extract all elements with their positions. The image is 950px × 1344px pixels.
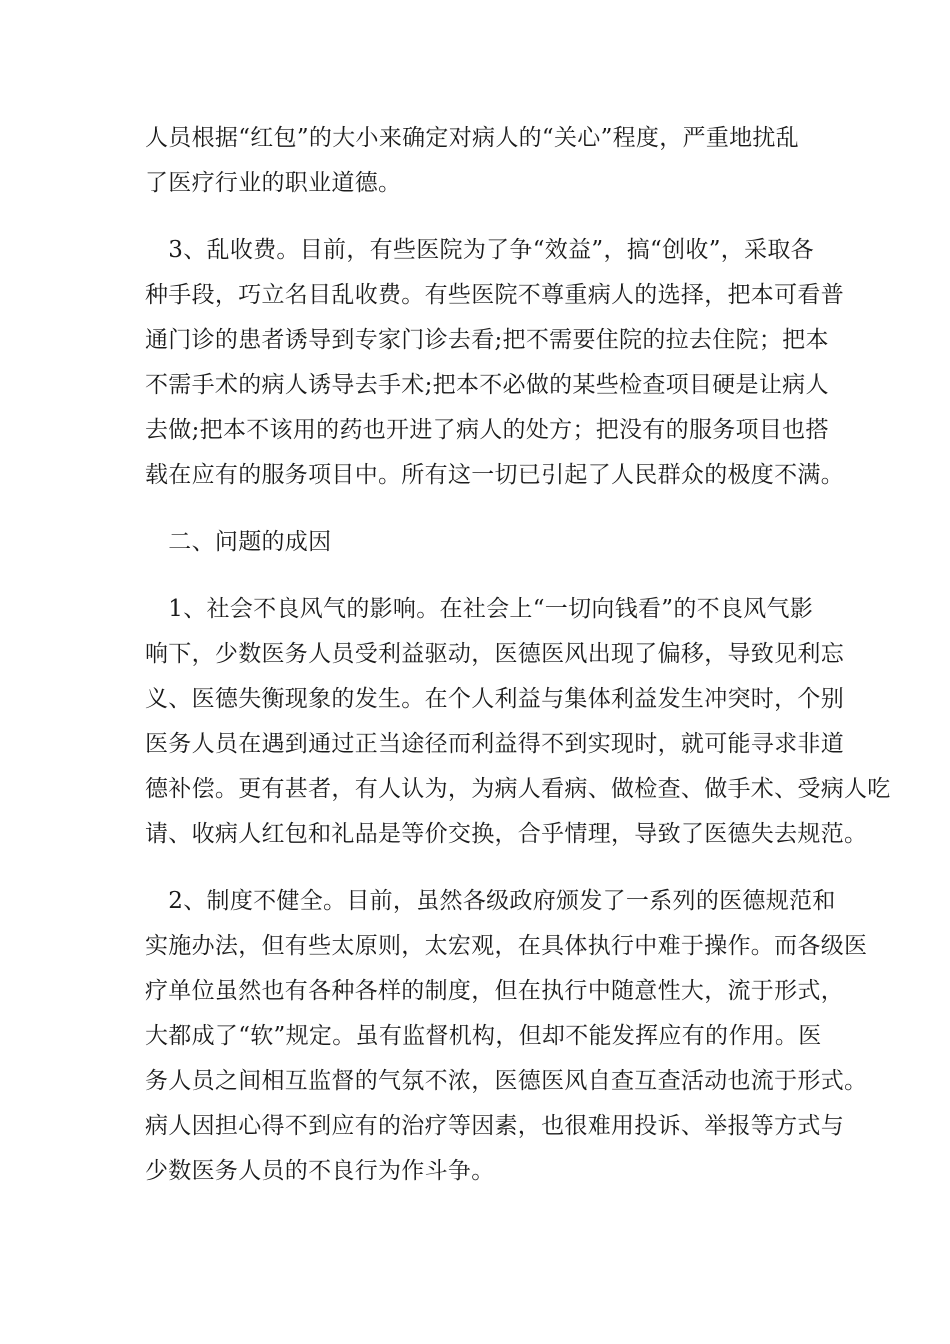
text-line: 去做;把本不该用的药也开进了病人的处方；把没有的服务项目也搭 bbox=[145, 417, 829, 443]
text-line: 医务人员在遇到通过正当途径而利益得不到实现时，就可能寻求非道 bbox=[145, 731, 844, 757]
text-line: 请、收病人红包和礼品是等价交换，合乎情理，导致了医德失去规范。 bbox=[145, 821, 868, 847]
text-line: 义、医德失衡现象的发生。在个人利益与集体利益发生冲突时，个别 bbox=[145, 686, 844, 712]
text-line: 2、制度不健全。目前，虽然各级政府颁发了一系列的医德规范和 bbox=[145, 888, 836, 914]
text-line: 响下，少数医务人员受利益驱动，医德医风出现了偏移，导致见利忘 bbox=[145, 641, 844, 667]
text-line: 疗单位虽然也有各种各样的制度，但在执行中随意性大，流于形式， bbox=[145, 978, 844, 1004]
text-line: 不需手术的病人诱导去手术;把本不必做的某些检查项目硬是让病人 bbox=[145, 372, 829, 398]
text-line: 德补偿。更有甚者，有人认为，为病人看病、做检查、做手术、受病人吃 bbox=[145, 776, 891, 802]
text-line: 了医疗行业的职业道德。 bbox=[145, 170, 402, 196]
text-line: 种手段，巧立名目乱收费。有些医院不尊重病人的选择，把本可看普 bbox=[145, 282, 844, 308]
text-line: 少数医务人员的不良行为作斗争。 bbox=[145, 1158, 495, 1184]
text-line: 1、社会不良风气的影响。在社会上“一切向钱看”的不良风气影 bbox=[145, 596, 814, 622]
heading-line: 二、问题的成因 bbox=[145, 529, 332, 555]
text-line: 通门诊的患者诱导到专家门诊去看;把不需要住院的拉去住院；把本 bbox=[145, 327, 829, 353]
text-line: 载在应有的服务项目中。所有这一切已引起了人民群众的极度不满。 bbox=[145, 462, 844, 488]
text-line: 3、乱收费。目前，有些医院为了争“效益”，搞“创收”，采取各 bbox=[145, 237, 814, 263]
text-line: 实施办法，但有些太原则，太宏观，在具体执行中难于操作。而各级医 bbox=[145, 933, 868, 959]
text-line: 务人员之间相互监督的气氛不浓，医德医风自查互查活动也流于形式。 bbox=[145, 1068, 868, 1094]
text-line: 人员根据“红包”的大小来确定对病人的“关心”程度，严重地扰乱 bbox=[145, 125, 800, 151]
text-line: 病人因担心得不到应有的治疗等因素，也很难用投诉、举报等方式与 bbox=[145, 1113, 844, 1139]
text-line: 大都成了“软”规定。虽有监督机构，但却不能发挥应有的作用。医 bbox=[145, 1023, 822, 1049]
